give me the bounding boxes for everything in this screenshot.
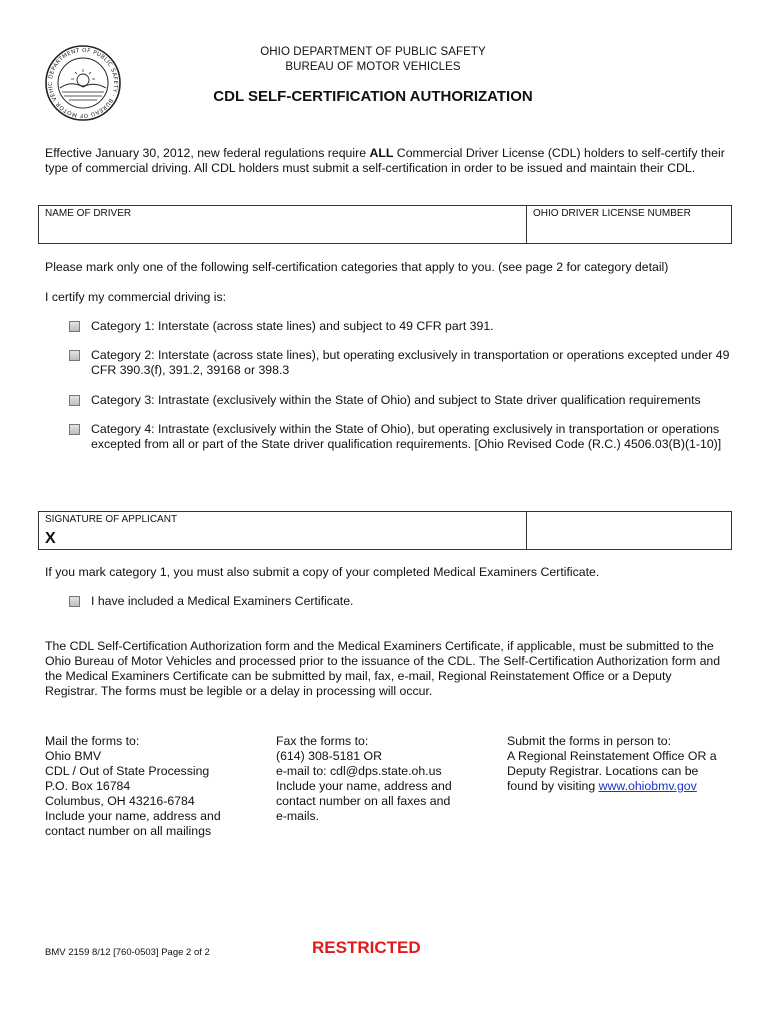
restricted-stamp: RESTRICTED — [312, 938, 421, 957]
category-3-label: Category 3: Intrastate (exclusively within the State of Ohio) and subject to State driver qualification requirements — [91, 393, 701, 407]
medical-certificate-label: I have included a Medical Examiners Certificate. — [91, 594, 354, 608]
intro-paragraph: Effective January 30, 2012, new federal regulations require ALL Commercial Driver License (CDL) holders to self-certify their type of commercial driving. All CDL holders must submit a self-certification in order to be issued and maintain their CDL. — [45, 146, 725, 175]
signature-date-field[interactable] — [526, 511, 732, 550]
signature-label: SIGNATURE OF APPLICANT — [45, 514, 178, 525]
driver-name-field[interactable] — [38, 205, 527, 244]
license-number-field[interactable] — [526, 205, 732, 244]
category-4-checkbox[interactable] — [69, 424, 80, 435]
submission-paragraph: The CDL Self-Certification Authorization form and the Medical Examiners Certificate, if applicable, must be submitted to the Ohio Bureau of Motor Vehicles and processed prior to the issuance of the CDL. The Self-Certification Authorization form and the Medical Examiners Certificate can be submitted by mail, fax, e-mail, Regional Reinstatement Office or a Deputy Registrar. The forms must be legible or a delay in processing will occur. — [45, 639, 721, 698]
intro-emphasis: ALL — [369, 146, 394, 160]
license-number-label: OHIO DRIVER LICENSE NUMBER — [533, 208, 691, 219]
mark-one-instruction: Please mark only one of the following self-certification categories that apply to you. (see page 2 for category detail) — [45, 260, 669, 274]
seal-text: DEPARTMENT OF PUBLIC SAFETY · BUREAU OF MOTOR VEHIC — [47, 47, 119, 119]
category-4-label: Category 4: Intrastate (exclusively within the State of Ohio), but operating exclusively in transportation or operations excepted from all or part of the State driver qualification requirements. [Ohio Revised Code (R.C.) 4506.03(B)(1-10)] — [91, 422, 722, 451]
signature-x-mark: X — [45, 530, 56, 547]
mail-instructions: Mail the forms to: Ohio BMV CDL / Out of State Processing P.O. Box 16784 Columbus, OH 43216-6784 Include your name, address and contact number on all mailings — [45, 734, 221, 838]
agency-name: OHIO DEPARTMENT OF PUBLIC SAFETY — [260, 46, 486, 58]
category-1-checkbox[interactable] — [69, 321, 80, 332]
signature-field[interactable] — [38, 511, 527, 550]
medical-note: If you mark category 1, you must also submit a copy of your completed Medical Examiners Certificate. — [45, 565, 600, 579]
category-3-checkbox[interactable] — [69, 395, 80, 406]
category-1-label: Category 1: Interstate (across state lines) and subject to 49 CFR part 391. — [91, 319, 494, 333]
category-2-checkbox[interactable] — [69, 350, 80, 361]
medical-certificate-checkbox[interactable] — [69, 596, 80, 607]
page-title: CDL SELF-CERTIFICATION AUTHORIZATION — [213, 88, 533, 105]
bureau-name: BUREAU OF MOTOR VEHICLES — [285, 61, 461, 73]
fax-email-instructions: Fax the forms to: (614) 308-5181 OR e-mail to: cdl@dps.state.oh.us Include your name, address and contact number on all faxes and e-mails. — [276, 734, 452, 823]
category-2-label: Category 2: Interstate (across state lines), but operating exclusively in transportation or operations excepted under 49 CFR 390.3(f), 391.2, 39168 or 398.3 — [91, 348, 730, 377]
form-id: BMV 2159 8/12 [760-0503] Page 2 of 2 — [45, 947, 210, 958]
driver-name-label: NAME OF DRIVER — [45, 208, 132, 219]
certify-statement: I certify my commercial driving is: — [45, 290, 227, 304]
in-person-instructions: Submit the forms in person to: A Regional Reinstatement Office OR a Deputy Registrar. Locations can be found by visiting www.ohiobmv.gov — [507, 734, 717, 793]
ohiobmv-website-link[interactable]: www.ohiobmv.gov — [598, 779, 697, 793]
